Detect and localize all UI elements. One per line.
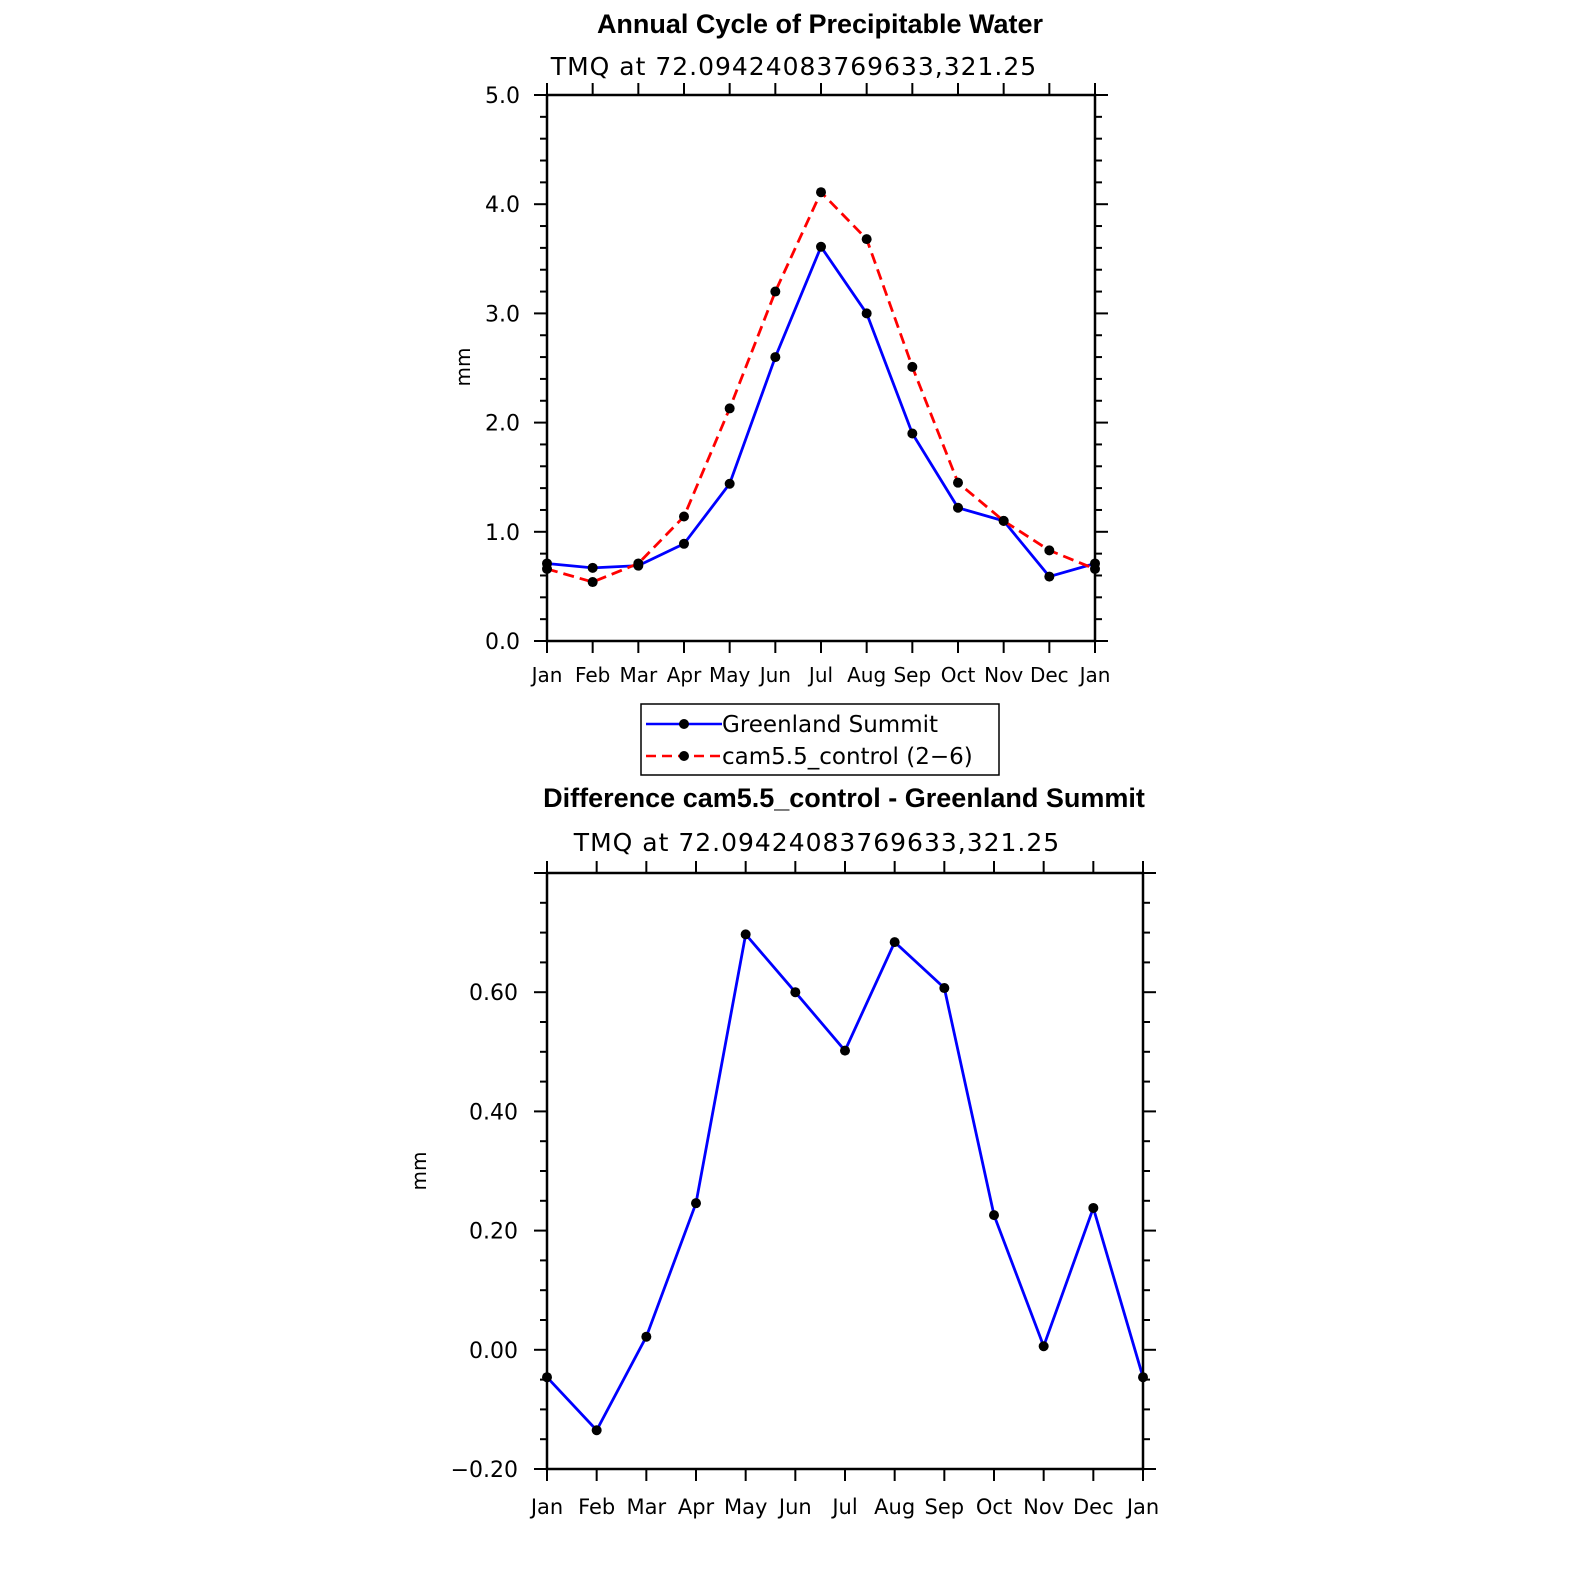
chart-subtitle: TMQ at 72.09424083769633,321.25	[550, 52, 1038, 81]
series-0-point	[592, 1425, 602, 1435]
series-0-point	[989, 1210, 999, 1220]
x-tick-label: Jan	[1079, 663, 1111, 687]
x-tick-label: Oct	[975, 1495, 1013, 1519]
x-tick-label: Jun	[778, 1495, 812, 1519]
x-tick-label: Nov	[1023, 1495, 1065, 1519]
y-tick-labels	[485, 84, 520, 655]
series-1-point	[999, 516, 1009, 526]
series-0-point	[862, 308, 872, 318]
series-1-point	[816, 187, 826, 197]
series-0-point	[907, 429, 917, 439]
x-tick-label: Sep	[924, 1495, 965, 1519]
x-tick-label: Nov	[984, 663, 1024, 687]
series-0-point	[1044, 572, 1054, 582]
series-0-point	[840, 1046, 850, 1056]
x-tick-label: May	[723, 1495, 768, 1519]
data-series	[542, 929, 1148, 1435]
x-tick-label: Jan	[531, 663, 563, 687]
y-tick-label: 0.20	[469, 1219, 518, 1245]
difference-chart	[407, 783, 1159, 1519]
chart-title: Annual Cycle of Precipitable Water	[596, 9, 1044, 39]
x-tick-label: May	[708, 663, 751, 687]
series-0-point	[679, 539, 689, 549]
series-0-point	[790, 987, 800, 997]
y-tick-label: 1.0	[485, 520, 520, 546]
y-axis-label: mm	[451, 347, 475, 387]
annual-cycle-chart	[451, 9, 1110, 775]
y-tick-label: −0.20	[450, 1458, 518, 1483]
series-1-point	[907, 362, 917, 372]
chart-subtitle: TMQ at 72.09424083769633,321.25	[573, 828, 1061, 857]
series-1-point	[862, 234, 872, 244]
y-tick-label: 4.0	[485, 193, 520, 219]
x-tick-label: Feb	[578, 1495, 616, 1519]
series-1-point	[953, 478, 963, 488]
series-1-point	[633, 558, 643, 568]
y-tick-label: 2.0	[485, 411, 520, 437]
y-tick-label: 0.60	[469, 981, 518, 1007]
x-tick-label: Sep	[893, 663, 932, 687]
series-0-point	[890, 937, 900, 947]
series-0-point	[953, 503, 963, 513]
x-tick-label: Aug	[874, 1495, 916, 1519]
series-line-0	[547, 934, 1143, 1430]
legend-label-cam55: cam5.5_control (2−6)	[722, 744, 973, 770]
series-1-point	[1044, 545, 1054, 555]
x-tick-label: Oct	[940, 663, 976, 687]
series-1-point	[770, 287, 780, 297]
series-0-point	[725, 479, 735, 489]
data-series	[542, 187, 1100, 587]
series-0-point	[1039, 1341, 1049, 1351]
x-tick-label: Dec	[1073, 1495, 1114, 1519]
y-tick-label: 3.0	[485, 302, 520, 328]
y-tick-label: 0.0	[485, 630, 520, 655]
series-0-point	[939, 983, 949, 993]
legend-marker-cam55	[679, 751, 689, 761]
x-tick-label: Jun	[759, 663, 791, 687]
series-0-point	[588, 563, 598, 573]
series-1-point	[725, 403, 735, 413]
y-tick-label: 5.0	[485, 84, 520, 109]
y-tick-label: 0.00	[469, 1338, 518, 1364]
x-tick-label: Mar	[626, 1495, 667, 1519]
x-tick-label: Aug	[847, 663, 887, 687]
x-tick-label: Jan	[530, 1495, 564, 1519]
x-tick-labels	[529, 1495, 1159, 1519]
series-0-point	[1088, 1203, 1098, 1213]
x-tick-label: Feb	[574, 663, 611, 687]
y-tick-labels	[451, 981, 518, 1483]
x-tick-label: Jul	[808, 663, 834, 687]
x-tick-label: Jan	[1126, 1495, 1160, 1519]
series-1-point	[588, 577, 598, 587]
x-tick-labels	[530, 663, 1111, 687]
axis-ticks	[534, 861, 1156, 1481]
series-1-point	[679, 512, 689, 522]
y-tick-label: 0.40	[469, 1100, 518, 1126]
x-tick-label: Apr	[666, 663, 702, 687]
series-0-point	[741, 929, 751, 939]
series-0-point	[691, 1198, 701, 1208]
series-0-point	[641, 1332, 651, 1342]
y-axis-label: mm	[407, 1151, 431, 1191]
series-0-point	[816, 242, 826, 252]
series-0-point	[770, 352, 780, 362]
plot-frame	[547, 873, 1143, 1469]
legend-label-greenland: Greenland Summit	[722, 712, 939, 738]
plot-frame	[547, 95, 1095, 641]
x-tick-label: Apr	[677, 1495, 715, 1519]
legend	[641, 704, 999, 775]
x-tick-label: Jul	[832, 1495, 858, 1519]
chart-title: Difference cam5.5_control - Greenland Summit	[543, 783, 1145, 813]
x-tick-label: Mar	[619, 663, 658, 687]
x-tick-label: Dec	[1029, 663, 1069, 687]
legend-marker-greenland	[679, 719, 689, 729]
